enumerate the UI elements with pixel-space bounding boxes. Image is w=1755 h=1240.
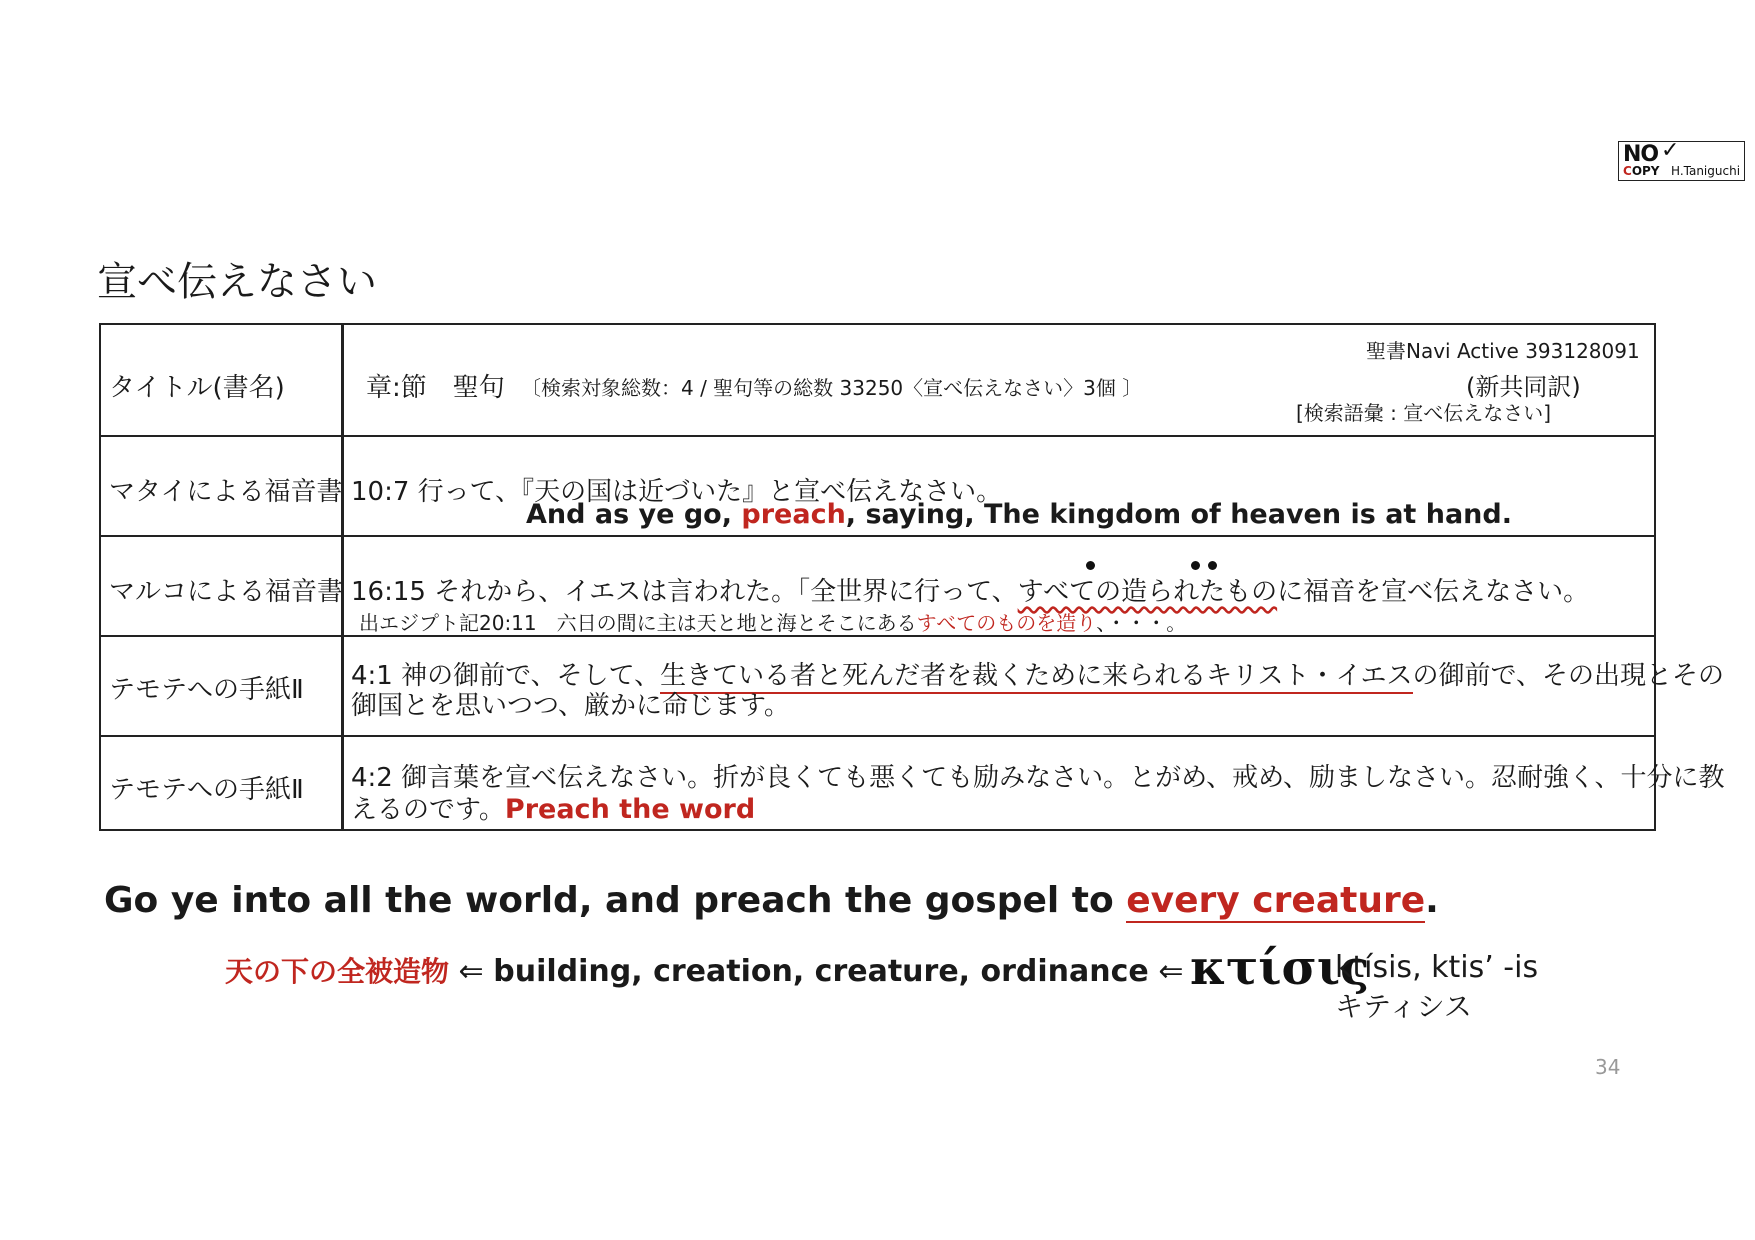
logo-copy: COPY <box>1623 164 1660 178</box>
verse-text: 10:7 行って、『天の国は近づいた』と宣べ伝えなさい。 <box>351 477 1003 507</box>
verse-table <box>99 323 1725 831</box>
book-name: テモテへの手紙Ⅱ <box>109 675 304 705</box>
page-number: 34 <box>1595 1055 1621 1079</box>
logo-author: H.Taniguchi <box>1671 164 1741 178</box>
cross-reference-note: 出エジプト記20:11 六日の間に主は天と地と海とそこにあるすべてのものを造り、・・・。 <box>359 611 1187 635</box>
no-copy-logo <box>1618 138 1745 181</box>
verse-text: 16:15 それから、イエスは言われた。「全世界に行って、すべての造られたものに福音を宣べ伝えなさい。 <box>351 577 1590 607</box>
column-divider <box>341 637 344 735</box>
header-version: (新共同訳) <box>1466 373 1581 401</box>
column-divider <box>341 325 344 435</box>
header-title-cell: タイトル(書名) <box>109 373 285 403</box>
english-verse: And as ye go, preach, saying, The kingdom of heaven is at hand. <box>526 499 1512 530</box>
verse-text: 4:2 御言葉を宣べ伝えなさい。折が良くても悪くても励みなさい。とがめ、戒め、励ましなさい。忍耐強く、十分に教 <box>351 763 1725 793</box>
header-search-count: 〔検索対象総数：4 / 聖句等の総数 33250〈宣べ伝えなさい〉3個 〕 <box>521 376 1143 400</box>
slide-title: 宣べ伝えなさい <box>97 259 377 305</box>
header-chapter-verse: 章:節 聖句 <box>366 373 505 403</box>
verse-text-line2: えるのです。Preach the word <box>351 794 756 825</box>
table-header-row <box>101 325 1654 435</box>
book-name: テモテへの手紙Ⅱ <box>109 775 304 805</box>
english-quote: Go ye into all the world, and preach the gospel to every creature. <box>104 880 1439 921</box>
table-row <box>101 435 1654 535</box>
emphasis-dot <box>1191 561 1200 570</box>
transliteration: ktísis, ktis’ -is <box>1335 950 1539 985</box>
book-name: マルコによる福音書 <box>109 577 344 607</box>
table-row <box>101 735 1725 831</box>
column-divider <box>341 737 344 831</box>
every-creature: every creature <box>1126 880 1426 921</box>
check-icon: ✓ <box>1661 138 1680 163</box>
header-search-term: [検索語彙 : 宣べ伝えなさい] <box>1296 401 1552 425</box>
emphasis-dot <box>1086 561 1095 570</box>
table-row <box>101 535 1654 635</box>
word-derivation: 天の下の全被造物 ⇐ building, creation, creature, ordinance ⇐ <box>225 954 1184 989</box>
katakana-reading: キティシス <box>1335 990 1472 1023</box>
verse-text: 4:1 神の御前で、そして、生きている者と死んだ者を裁くために来られるキリスト・イエスの御前で、その出現とその <box>351 655 1724 692</box>
book-name: マタイによる福音書 <box>109 477 343 507</box>
verse-text-line2: 御国とを思いつつ、厳かに命じます。 <box>351 691 790 721</box>
table-row <box>101 635 1725 735</box>
greek-word: κτίσις <box>1190 940 1370 996</box>
header-source: 聖書Navi Active 393128091 <box>1366 339 1640 363</box>
emphasis-dot <box>1208 561 1217 570</box>
logo-no: NO <box>1623 142 1659 167</box>
